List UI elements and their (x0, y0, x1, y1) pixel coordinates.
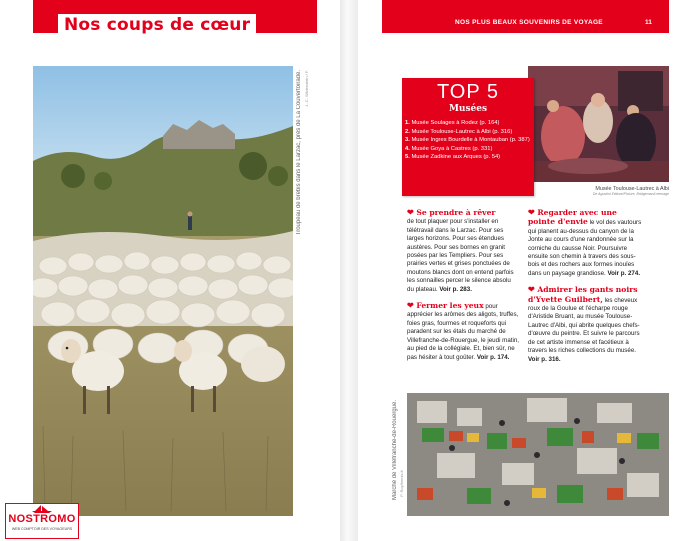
list-item: 2. Musée Toulouse-Lautrec à Albi (p. 316) (405, 128, 513, 135)
paragraph-title: Regarder avec une pointe d'envie (528, 208, 617, 227)
logo-name: NOSTROMO (8, 513, 76, 525)
painting-illustration (528, 66, 669, 182)
museum-photo-caption: Musée Toulouse-Lautrec à Albi (595, 186, 669, 192)
heart-icon: ❤ (528, 284, 535, 295)
text-column-right (528, 208, 646, 371)
museum-photo-credit: De Agostini Editore/Picture, Bridgeman/Leemage (592, 192, 669, 196)
sheep-photo-credit: J.-C. Wildenstein / F. (304, 70, 309, 107)
market-illustration (407, 393, 669, 516)
logo-tagline: WEB COMPTOIR DES VOYAGEURS (11, 527, 73, 531)
page-number: 11 (645, 19, 652, 26)
paragraph-body: le vol des vautours qui planent au-dessus du canyon de la Jonte au cours d'une randonnée sur la corniche du causse Noir. Poursuivre ensuite son chemin à travers des sous-bois et des rochers aux formes inouïes dans un paysage grandiose. (528, 219, 642, 277)
list-item: 5. Musée Zadkine aux Arques (p. 54) (405, 154, 501, 160)
market-photo-caption: Marché de Villefranche-de-Rouergue. (392, 400, 398, 500)
paragraph-body: les cheveux roux de la Goulue et l'écharpe rouge d'Aristide Bruant, au musée Toulouse-Lautrec d'Albi, qui abrite quelques chefs-d'œuvre du peintre. Et suivre le parcours de cet artiste immense et facétieux à travers les riches collections du musée. (528, 296, 640, 355)
top5-title: TOP 5 (436, 81, 500, 103)
list-item: 3. Musée Ingres Bourdelle à Montauban (p. 387) (405, 137, 530, 143)
paragraph-title: Admirer les gants noirs d'Yvette Guilbert, (528, 285, 638, 304)
top5-list (405, 119, 531, 162)
paragraph-close-eyes (407, 301, 519, 362)
book-gutter (340, 0, 358, 541)
paragraph-look (528, 208, 646, 278)
page-reference: Voir p. 274. (607, 269, 641, 277)
market-photo-credit: P. Roy/hemis.fr (399, 470, 404, 497)
right-header-band (382, 0, 669, 33)
page-reference: Voir p. 174. (476, 353, 510, 361)
page-title: Nos coups de cœur (58, 14, 256, 36)
boat-icon (31, 505, 53, 513)
nostromo-logo (5, 503, 79, 539)
paragraph-body: pour apprécier les arômes des aligots, truffes, foies gras, fourmes et roqueforts qui paradent sur les étals du marché de Villefranche-de-Rouergue, le jeudi matin, au pied de la collégiale. Et, bien sûr, ne pas hésiter à tout goûter. (407, 303, 520, 361)
top5-museums-box (402, 78, 534, 196)
paragraph-admire (528, 285, 646, 364)
page-reference: Voir p. 283. (439, 285, 472, 293)
market-photo (407, 393, 669, 516)
top5-subtitle: Musées (448, 104, 488, 114)
section-header: NOS PLUS BEAUX SOUVENIRS DE VOYAGE (455, 19, 603, 26)
sheep-photo (33, 66, 293, 516)
sheep-photo-caption: Troupeau de brebis dans le Larzac, près de La Couvertoirade. (296, 70, 302, 236)
paragraph-dream (407, 208, 519, 294)
heart-icon: ❤ (407, 300, 414, 311)
paragraph-title: Fermer les yeux (416, 301, 484, 311)
heart-icon: ❤ (407, 207, 414, 217)
sheep-illustration (33, 66, 293, 516)
heart-icon: ❤ (528, 207, 535, 217)
paragraph-title: Se prendre à rêver (416, 208, 496, 217)
paragraph-body: de tout plaquer pour s'installer en télétravail dans le Larzac. Pour ses larges horizons. Pour ses étendues austères. Pour ses bornes en granit posées par les Templiers. Pour ses prairies vertes et grises ponctuées de moutons blancs dont on entend parfois les sonnailles percer le silence absolu du plateau. (407, 218, 514, 293)
list-item: 4. Musée Goya à Castres (p. 331) (405, 145, 493, 152)
page-reference: Voir p. 316. (528, 355, 561, 363)
list-item: 1. Musée Soulages à Rodez (p. 164) (405, 120, 500, 126)
text-column-left (407, 208, 519, 369)
museum-painting-photo (528, 66, 669, 182)
